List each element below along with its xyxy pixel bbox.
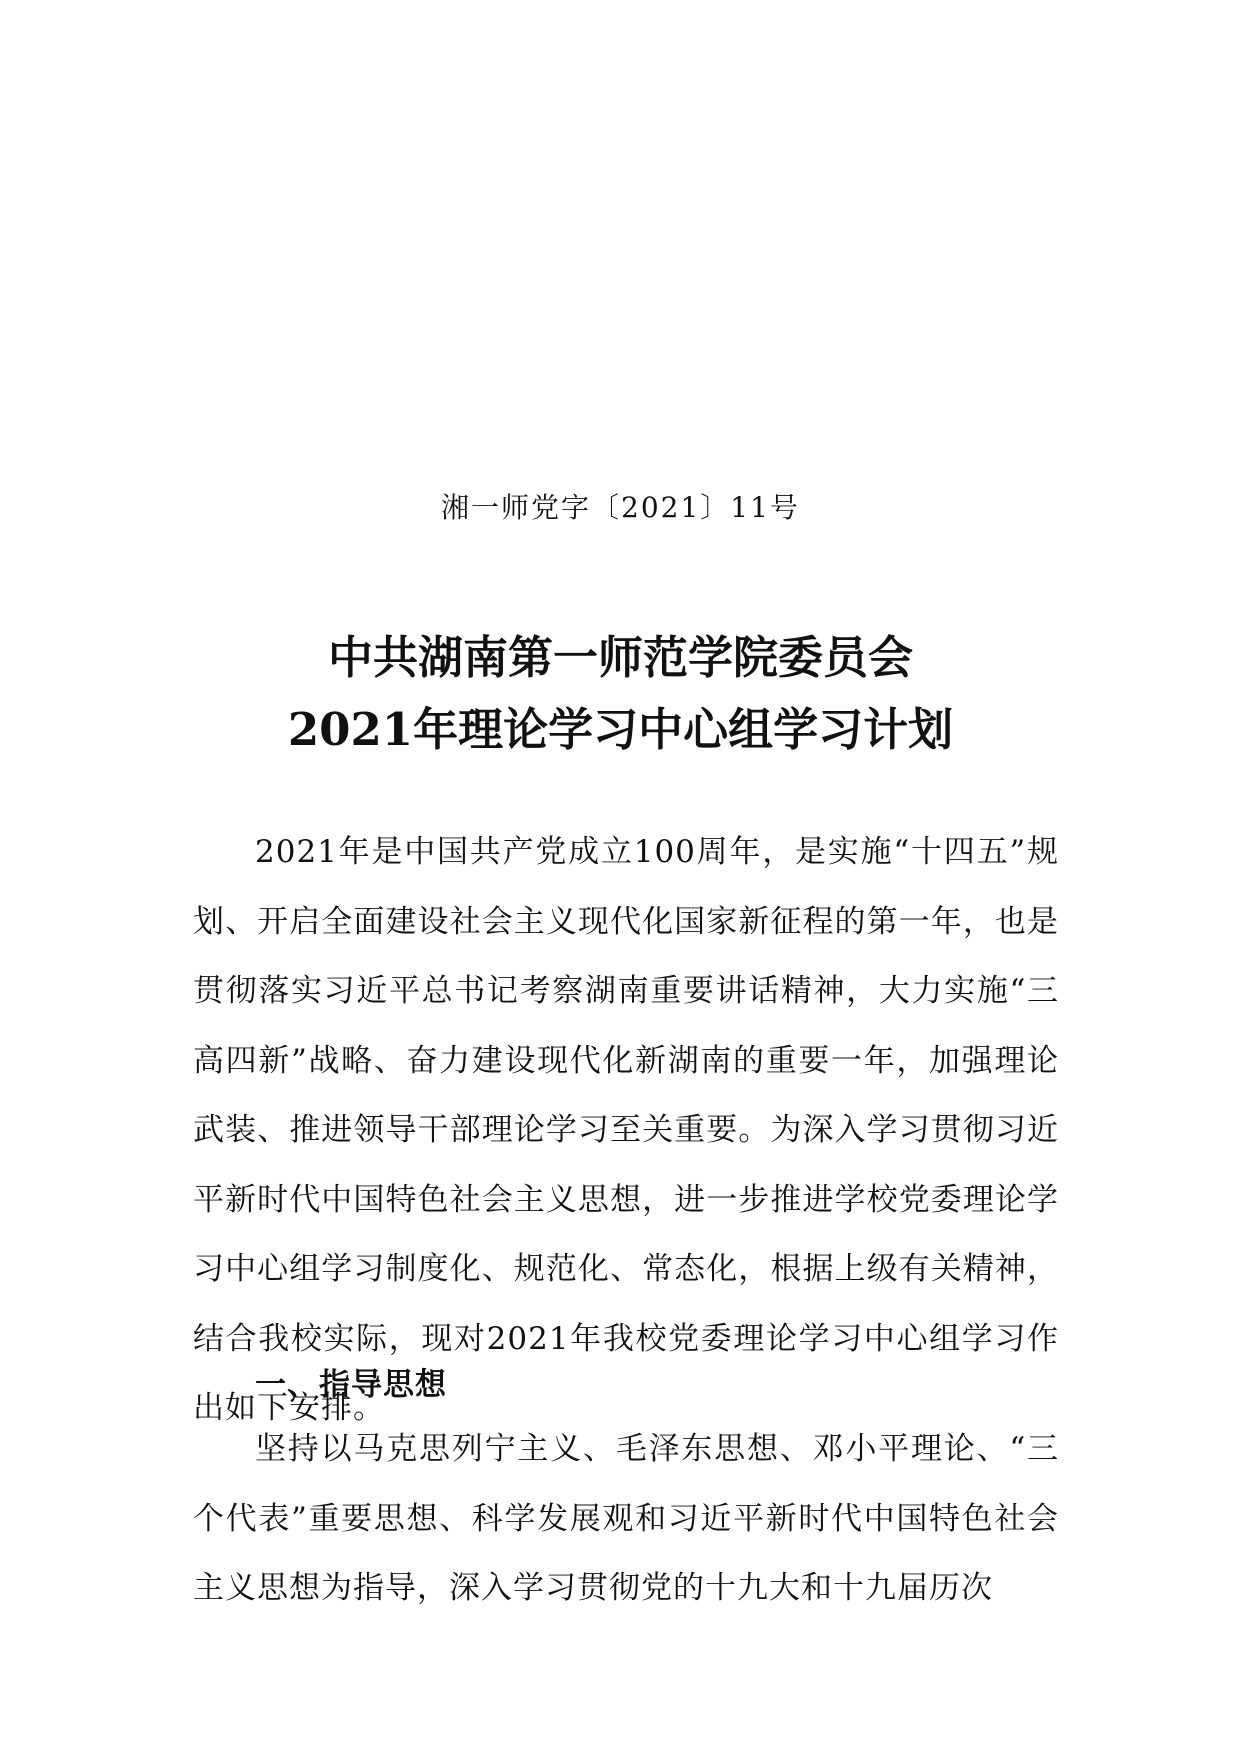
intro-paragraph: 2021年是中国共产党成立100周年，是实施“十四五”规划、开启全面建设社会主义现代化国家新征程的第一年，也是贯彻落实习近平总书记考察湖南重要讲话精神，大力实施“三高四新”战略、奋力建设现代化新湖南的重要一年，加强理论武装、推进领导干部理论学习至关重要。为深入学习贯彻习近平新时代中国特色社会主义思想，进一步推进学校党委理论学习中心组学习制度化、规范化、常态化，根据上级有关精神，结合我校实际，现对2021年我校党委理论学习中心组学习作出如下安排。 xyxy=(193,834,1059,1426)
document-number: 湘一师党字〔2021〕11号 xyxy=(441,491,800,524)
document-title-line-2: 2021年理论学习中心组学习计划 xyxy=(287,703,954,756)
section-paragraph-guiding-ideology: 坚持以马克思列宁主义、毛泽东思想、邓小平理论、“三个代表”重要思想、科学发展观和习近平新时代中国特色社会主义思想为指导，深入学习贯彻党的十九大和十九届历次 xyxy=(193,1431,1059,1606)
section-heading-guiding-ideology: 一、指导思想 xyxy=(255,1367,447,1403)
document-title-line-1: 中共湖南第一师范学院委员会 xyxy=(327,631,913,684)
